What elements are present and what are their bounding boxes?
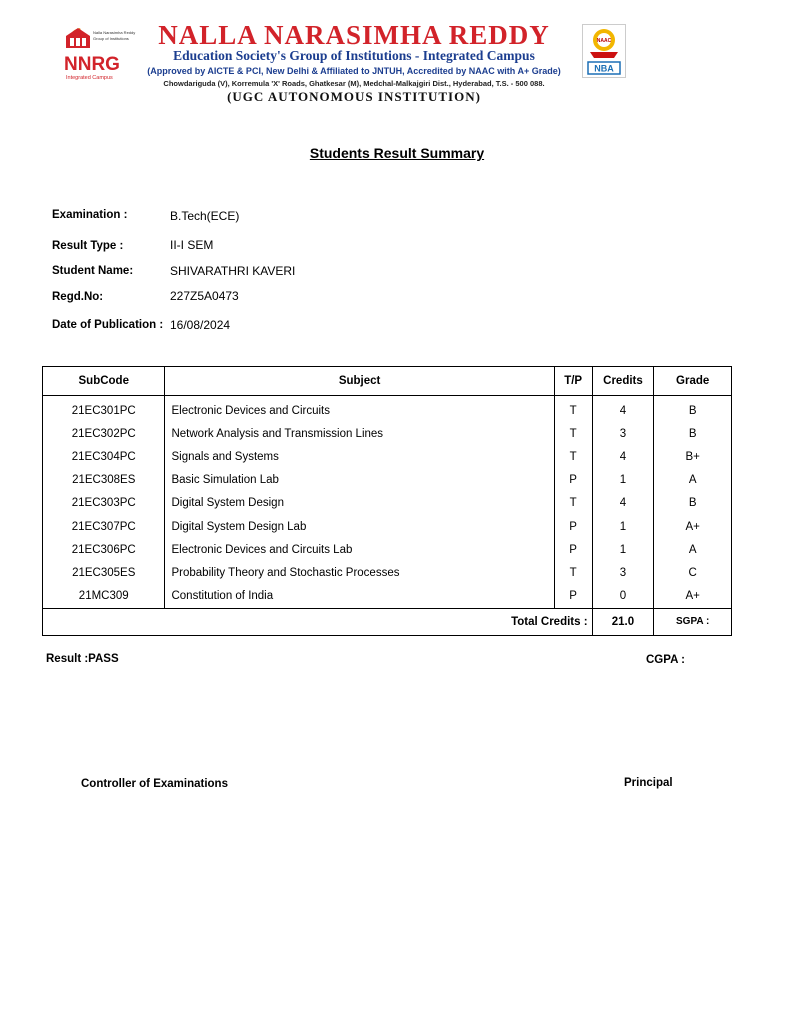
tp-cell: P	[554, 585, 592, 609]
institution-subtitle: Education Society's Group of Institutions - Integrated Campus	[173, 48, 535, 63]
subject-cell: Probability Theory and Stochastic Processes	[165, 561, 554, 584]
grade-cell: B	[654, 422, 732, 445]
subcode-cell: 21EC303PC	[43, 492, 165, 515]
subject-cell: Digital System Design Lab	[165, 515, 554, 538]
grade-cell: C	[654, 561, 732, 584]
credits-cell: 4	[592, 445, 654, 468]
table-row	[43, 585, 732, 609]
subject-cell: Constitution of India	[165, 585, 554, 609]
subject-cell: Digital System Design	[165, 492, 554, 515]
table-row	[43, 561, 732, 584]
credits-cell: 1	[592, 538, 654, 561]
table-row	[43, 445, 732, 468]
credits-cell: 1	[592, 515, 654, 538]
table-row	[43, 538, 732, 561]
grade-cell: A+	[654, 515, 732, 538]
total-credits-label: Total Credits :	[43, 608, 593, 635]
subject-cell: Electronic Devices and Circuits	[165, 396, 554, 423]
controller-signature-label: Controller of Examinations	[81, 778, 228, 790]
total-credits-value: 21.0	[592, 608, 654, 635]
result-status: Result :PASS	[46, 653, 119, 665]
subcode-cell: 21EC302PC	[43, 422, 165, 445]
subject-cell: Signals and Systems	[165, 445, 554, 468]
principal-signature-label: Principal	[624, 777, 673, 789]
header-subcode: SubCode	[43, 367, 165, 396]
subcode-cell: 21EC305ES	[43, 561, 165, 584]
header-subject: Subject	[165, 367, 554, 396]
header-grade: Grade	[654, 367, 732, 396]
grade-cell: B	[654, 492, 732, 515]
tp-cell: P	[554, 515, 592, 538]
grade-cell: B+	[654, 445, 732, 468]
grade-cell: B	[654, 396, 732, 423]
examination-label: Examination :	[52, 209, 128, 221]
grade-cell: A	[654, 538, 732, 561]
tp-cell: T	[554, 492, 592, 515]
institution-header	[62, 20, 628, 106]
grade-cell: A+	[654, 585, 732, 609]
publication-date-label: Date of Publication :	[52, 319, 164, 331]
result-type-label: Result Type :	[52, 240, 124, 252]
svg-text:NAAC: NAAC	[596, 38, 612, 44]
tp-cell: T	[554, 396, 592, 423]
subcode-cell: 21EC306PC	[43, 538, 165, 561]
subcode-cell: 21MC309	[43, 585, 165, 609]
subject-cell: Basic Simulation Lab	[165, 469, 554, 492]
regd-label: Regd.No:	[52, 291, 104, 303]
subject-cell: Network Analysis and Transmission Lines	[165, 422, 554, 445]
table-row	[43, 396, 732, 423]
regd-value: 227Z5A0473	[170, 289, 239, 303]
student-name-value: SHIVARATHRI KAVERI	[170, 264, 296, 278]
tp-cell: P	[554, 538, 592, 561]
table-row	[43, 515, 732, 538]
header-tp: T/P	[554, 367, 592, 396]
publication-date-value: 16/08/2024	[170, 318, 231, 332]
nnrg-logo	[62, 24, 136, 94]
credits-cell: 3	[592, 561, 654, 584]
table-row	[43, 469, 732, 492]
credits-cell: 0	[592, 585, 654, 609]
subcode-cell: 21EC307PC	[43, 515, 165, 538]
page-title: Students Result Summary	[309, 145, 485, 161]
examination-value: B.Tech(ECE)	[170, 209, 240, 223]
svg-text:NNRG: NNRG	[64, 54, 120, 75]
svg-text:NBA: NBA	[594, 63, 614, 74]
credits-cell: 3	[592, 422, 654, 445]
table-row	[43, 492, 732, 515]
credits-cell: 4	[592, 396, 654, 423]
result-type-value: II-I SEM	[170, 238, 214, 252]
tp-cell: T	[554, 422, 592, 445]
tp-cell: T	[554, 445, 592, 468]
grade-cell: A	[654, 469, 732, 492]
svg-text:Nalla Narasimha Reddy: Nalla Narasimha Reddy	[93, 30, 136, 35]
table-header-row	[43, 367, 732, 396]
institution-autonomous: (UGC AUTONOMOUS INSTITUTION)	[227, 89, 481, 104]
subcode-cell: 21EC301PC	[43, 396, 165, 423]
institution-address: Chowdariguda (V), Korremula 'X' Roads, Ghatkesar (M), Medchal-Malkajgiri Dist., Hyderabad, T.S. - 500 088.	[163, 79, 545, 88]
subcode-cell: 21EC308ES	[43, 469, 165, 492]
naac-nba-logo	[582, 24, 626, 78]
institution-approval: (Approved by AICTE & PCI, New Delhi & Affiliated to JNTUH, Accredited by NAAC with A+ Grade)	[147, 66, 561, 76]
subcode-cell: 21EC304PC	[43, 445, 165, 468]
svg-text:Integrated Campus: Integrated Campus	[66, 75, 113, 81]
sgpa-label: SGPA :	[654, 608, 732, 635]
subject-cell: Electronic Devices and Circuits Lab	[165, 538, 554, 561]
header-credits: Credits	[592, 367, 654, 396]
svg-text:Group of Institutions: Group of Institutions	[93, 36, 129, 41]
tp-cell: T	[554, 561, 592, 584]
total-credits-row	[43, 608, 732, 635]
institution-name: NALLA NARASIMHA REDDY	[158, 20, 550, 50]
table-row	[43, 422, 732, 445]
student-name-label: Student Name:	[52, 265, 134, 277]
tp-cell: P	[554, 469, 592, 492]
cgpa-label: CGPA :	[646, 654, 685, 666]
results-table	[42, 366, 732, 636]
credits-cell: 1	[592, 469, 654, 492]
credits-cell: 4	[592, 492, 654, 515]
